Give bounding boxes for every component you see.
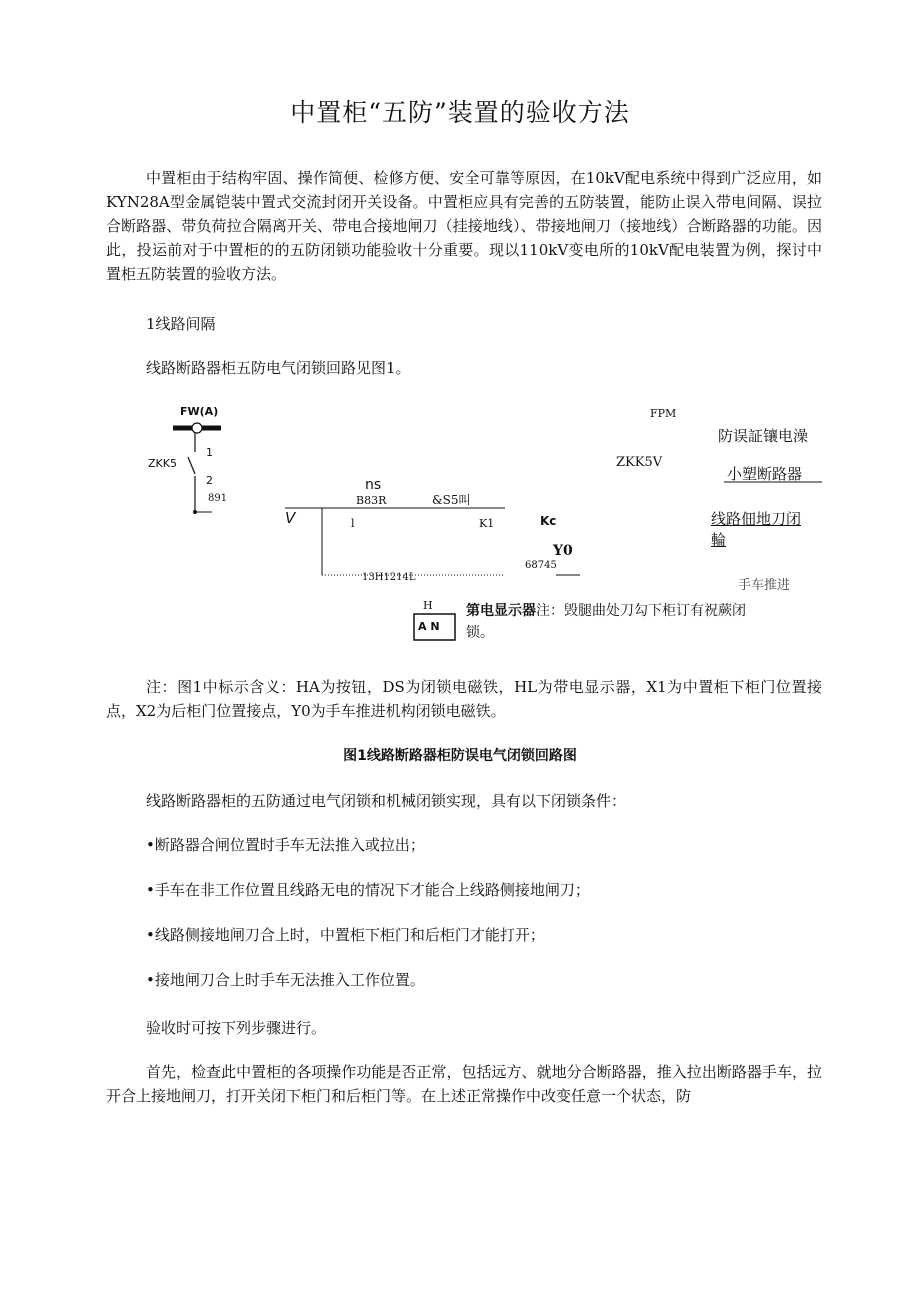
ns-label: ns — [365, 477, 382, 493]
kc-label: Kc — [540, 514, 557, 528]
zkk5v-label: ZKK5V — [616, 455, 663, 470]
condition-item: •断路器合闸位置时手车无法推入或拉出； — [146, 836, 425, 854]
intro-paragraph: 中置柜由于结构牢固、操作简便、检修方便、安全可靠等原因，在10kV配电系统中得到广泛应用，如KYN28A型金属铠装中置式交流封闭开关设备。中置柜应具有完善的五防装置，能防止误入带电间隔、误拉合断路器、带负荷拉合隔离开关、带电合接地闸刀（挂接地线）、带接地闸刀（接地线）合断路器的功能。因此，投运前对于中置柜的的五防闭锁功能验收十分重要。现以110kV变电所的10kV配电装置为例，探讨中置柜五防装置的验收方法。 — [106, 169, 822, 283]
zkk5-label: ZKK5 — [148, 457, 177, 470]
k1-label: K1 — [479, 517, 495, 530]
condition-item: •接地闸刀合上时手车无法推入工作位置。 — [146, 971, 425, 989]
figure-caption: 图1线路断路器柜防误电气闭锁回路图 — [343, 748, 577, 764]
node-13h-label: 13H1214L — [362, 572, 416, 583]
v-label: V — [285, 509, 296, 527]
node-2-label: 2 — [206, 474, 213, 487]
node-68745-label: 68745 — [525, 560, 557, 571]
conditions-intro: 线路断路器柜的五防通过电气闭锁和机械闭锁实现，具有以下闭锁条件： — [146, 792, 627, 810]
elec-display-note-1: 注：毁腿曲处刀勾下柜订有祝蕨闭 — [536, 603, 746, 619]
condition-item: •线路侧接地闸刀合上时，中置柜下柜门和后柜门才能打开； — [146, 926, 545, 944]
page-title: 中置柜“五防”装置的验收方法 — [290, 98, 630, 127]
s5-label: &S5叫 — [432, 493, 471, 507]
fw-label: FW(A) — [180, 405, 219, 418]
l-label: l — [351, 517, 355, 530]
right-label-3a: 线路佃地刀闭 — [711, 510, 802, 528]
fpm-label: FPM — [650, 407, 677, 420]
right-label-3b: 輪 — [711, 531, 727, 549]
steps-intro: 验收时可按下列步骤进行。 — [146, 1019, 327, 1037]
section-heading: 1线路间隔 — [146, 315, 216, 333]
first-step-paragraph: 首先，检查此中置柜的各项操作功能是否正常，包括远方、就地分合断路器，推入拉出断路器手车，拉开合上接地闸刀，打开关闭下柜门和后柜门等。在上述正常操作中改变任意一个状态，防 — [106, 1063, 822, 1105]
condition-item: •手车在非工作位置且线路无电的情况下才能合上线路侧接地闸刀； — [146, 881, 590, 899]
elec-display-note-2: 锁。 — [466, 625, 494, 641]
b83r-label: B83R — [356, 494, 387, 507]
node-891-label: 891 — [208, 493, 228, 504]
right-label-2: 小塑断路器 — [727, 465, 803, 483]
h-label: H — [423, 599, 433, 612]
figure-intro: 线路断路器柜五防电气闭锁回路见图1。 — [146, 359, 411, 377]
an-label: A N — [418, 620, 440, 633]
y0-label: Y0 — [553, 543, 573, 559]
right-label-1: 防误証镶电澡 — [718, 427, 809, 445]
figure-note: 注：图1中标示含义：HA为按钮，DS为闭锁电磁铁，HL为带电显示器，X1为中置柜下柜门位置接点，X2为后柜门位置接点，Y0为手车推进机构闭锁电磁铁。 — [106, 678, 822, 720]
elec-display-label: 第电显示器 — [466, 603, 536, 619]
node-1-label: 1 — [206, 446, 213, 459]
hand-cart-label: 手车推进 — [738, 578, 791, 593]
